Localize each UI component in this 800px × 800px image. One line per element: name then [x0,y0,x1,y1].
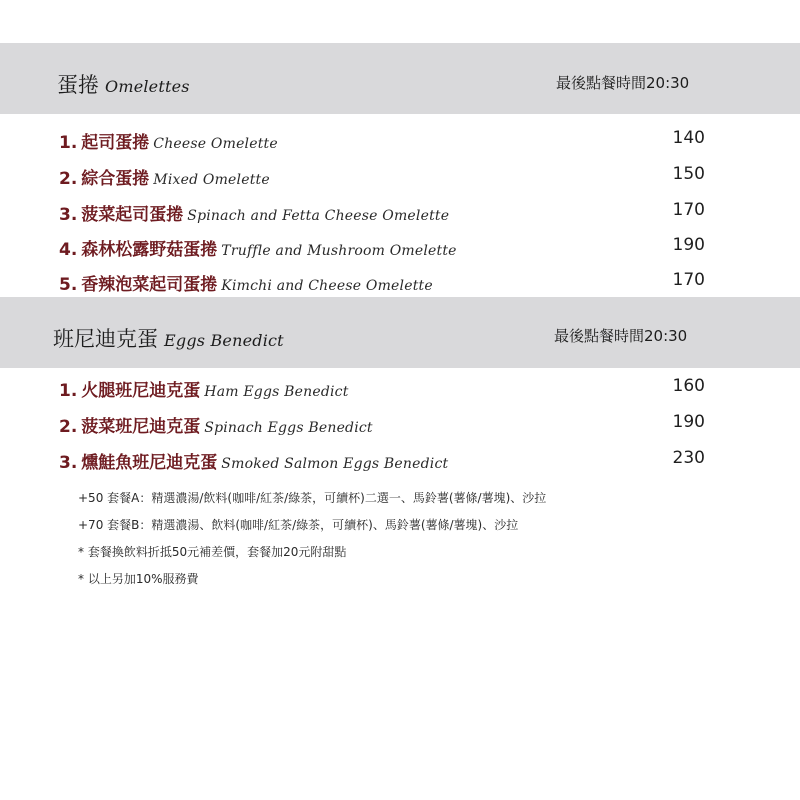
item-number: 1. [59,133,78,153]
item-number: 3. [59,205,78,225]
item-name-zh: 綜合蛋捲 [81,169,150,189]
item-price: 230 [672,448,705,468]
item-price: 150 [672,164,705,184]
note-drink-dessert: * 套餐換飲料折抵50元補差價，套餐加20元附甜點 [78,545,347,559]
menu-item [59,235,705,261]
last-order-time: 最後點餐時間20:30 [556,74,690,92]
menu-item [59,164,705,190]
item-name-en: Kimchi and Cheese Omelette [221,278,433,294]
section-title [53,323,284,353]
section-title-zh: 蛋捲 [57,73,99,97]
note-set-a: +50 套餐A：精選濃湯/飲料(咖啡/紅茶/綠茶，可續杯)二選一、馬鈴薯(薯條/薯塊)、沙拉 [78,491,547,505]
item-name-en: Ham Eggs Benedict [204,384,349,400]
menu-item [59,448,705,474]
menu-item [59,376,705,402]
item-price: 190 [672,235,705,255]
menu-item [59,412,705,438]
item-name-zh: 起司蛋捲 [81,133,150,153]
section-title-en: Omelettes [105,77,190,96]
item-name-zh: 菠菜班尼迪克蛋 [81,417,201,437]
item-name-en: Spinach Eggs Benedict [204,420,373,436]
item-price: 140 [672,128,705,148]
item-number: 2. [59,169,78,189]
menu-item [59,270,705,296]
item-name-en: Cheese Omelette [153,136,278,152]
item-name-zh: 燻鮭魚班尼迪克蛋 [81,453,218,473]
item-price: 170 [672,200,705,220]
item-name-zh: 菠菜起司蛋捲 [81,205,184,225]
menu-item [59,128,705,154]
item-number: 4. [59,240,78,260]
section-title-zh: 班尼迪克蛋 [53,327,158,351]
item-price: 160 [672,376,705,396]
set-meal-notes [78,490,546,598]
item-number: 5. [59,275,78,295]
item-name-en: Smoked Salmon Eggs Benedict [221,456,449,472]
item-name-en: Truffle and Mushroom Omelette [221,243,457,259]
item-name-zh: 森林松露野菇蛋捲 [81,240,218,260]
item-name-en: Spinach and Fetta Cheese Omelette [187,208,450,224]
item-price: 190 [672,412,705,432]
item-name-en: Mixed Omelette [153,172,270,188]
item-number: 1. [59,381,78,401]
item-name-zh: 香辣泡菜起司蛋捲 [81,275,218,295]
item-name-zh: 火腿班尼迪克蛋 [81,381,201,401]
item-number: 3. [59,453,78,473]
section-title [57,69,190,99]
last-order-time: 最後點餐時間20:30 [554,327,688,345]
section-title-en: Eggs Benedict [164,331,284,350]
note-service-charge: * 以上另加10%服務費 [78,572,199,586]
item-price: 170 [672,270,705,290]
item-number: 2. [59,417,78,437]
menu-item [59,200,705,226]
section-header-eggs-benedict [0,297,800,368]
note-set-b: +70 套餐B：精選濃湯、飲料(咖啡/紅茶/綠茶，可續杯)、馬鈴薯(薯條/薯塊)、沙拉 [78,518,519,532]
section-header-omelettes [0,43,800,114]
